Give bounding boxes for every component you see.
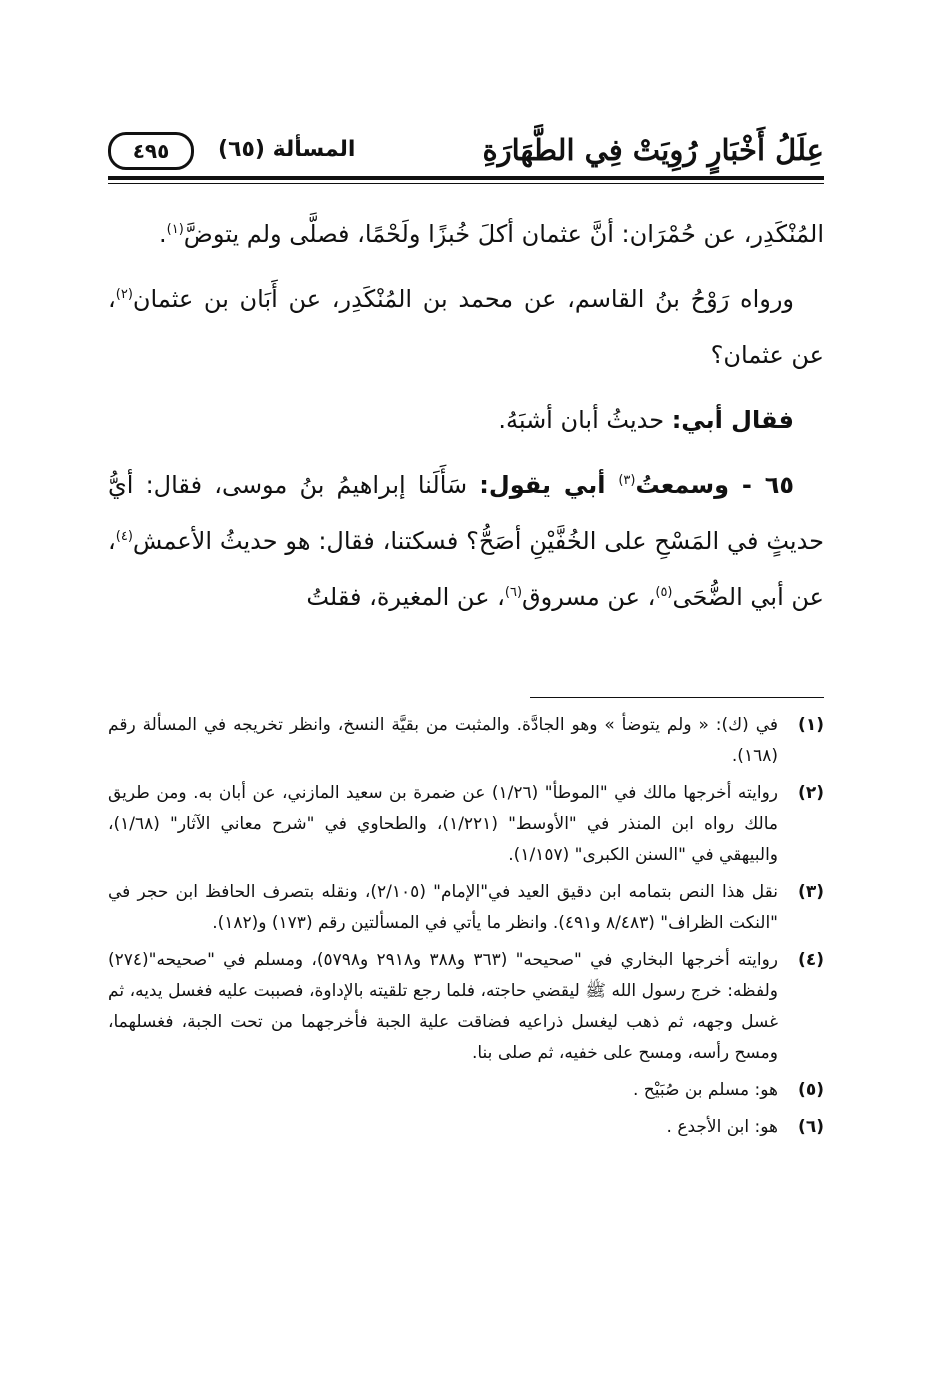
p4-text-c: ، عن مسروق — [522, 583, 656, 611]
p3-text: حديثُ أبان أشبَهُ. — [498, 406, 672, 434]
footnote-number: (١) — [798, 715, 824, 735]
p4-text-b: ، عن أبي الضُّحَى — [108, 527, 824, 611]
p1-tail: . — [159, 220, 167, 248]
p3-bold: فقال أبي: — [671, 406, 794, 434]
footnote-text: روايته أخرجها البخاري في "صحيحه" (٣٦٣ و٣٨٨ و٢٩١٨ و٥٧٩٨)، ومسلم في "صحيحه"(٢٧٤) ولفظه: خرج رسول الله ﷺ ليقضي حاجته، فلما رجع تلقيته بالإداوة، فصببت عليه فغسل يديه، ثم غسل وجهه، ثم ذهب ليغسل ذراعيه فضاقت علية الجبة فأخرجهما من تحت الجبة، فغسلهما، ومسح رأسه، ومسح على خفيه، ثم صلى بنا. — [108, 950, 779, 1063]
p2-text-b: ، عن عثمان؟ — [108, 285, 824, 369]
page-header — [108, 128, 824, 180]
footnotes — [108, 710, 824, 1149]
footnote-text: نقل هذا النص بتمامه ابن دقيق العيد في"الإمام" (٢/١٠٥)، ونقله بتصرف الحافظ ابن حجر في "النكت الظراف" (٨/٤٨٣ و٤٩١). وانظر ما يأتي في المسألتين رقم (١٧٣) و(١٨٢). — [108, 882, 778, 933]
footnote-5 — [108, 1075, 824, 1106]
footnote-number: (٣) — [798, 882, 824, 902]
paragraph-2 — [108, 271, 824, 383]
p4-text-a: سَأَلَنا إبراهيمُ بنُ موسى، فقال: أيُّ حديثٍ في المَسْحِ على الخُفَّيْنِ أصَحُّ؟ فسكتنا، فقال: هو حديثُ الأعمش — [108, 471, 824, 555]
paragraph-4 — [108, 457, 824, 625]
footnote-ref-6: (٦) — [504, 585, 523, 600]
footnote-ref-5: (٥) — [655, 585, 673, 600]
footnote-2 — [108, 778, 824, 871]
footnote-number: (٤) — [798, 950, 824, 970]
footnote-separator — [530, 697, 824, 698]
p1-text: المُنْكَدِر، عن حُمْرَان: أنَّ عثمان أكلَ خُبزًا ولَحْمًا، فصلَّى ولم يتوضَّ — [183, 220, 824, 248]
footnote-text: روايته أخرجها مالك في "الموطأ" (١/٢٦) عن ضمرة بن سعيد المازني، عن أبان به. ومن طريق مالك رواه ابن المنذر في "الأوسط" (١/٢٢١)، والطحاوي في "شرح معاني الآثار" (١/٦٨)، والبيهقي في "السنن الكبرى" (١/١٥٧). — [108, 783, 778, 865]
footnote-number: (٦) — [798, 1117, 824, 1137]
footnote-number: (٢) — [798, 783, 824, 803]
p4-text-d: ، عن المغيرة، فقلتُ — [306, 583, 505, 611]
header-rule-thin — [108, 183, 824, 184]
footnote-number: (٥) — [798, 1080, 824, 1100]
header-rule-thick — [108, 176, 824, 180]
book-title: عِلَلُ أَخْبَارٍ رُوِيَتْ فِي الطَّهَارَةِ — [482, 133, 824, 167]
footnote-ref-1: (١) — [166, 222, 184, 237]
footnote-ref-2: (٢) — [115, 287, 133, 302]
footnote-text: في (ك): « ولم يتوضأ » وهو الجادَّة. والمثبت من بقيَّة النسخ، وانظر تخريجه في المسألة رقم (١٦٨). — [108, 715, 778, 766]
footnote-6 — [108, 1112, 824, 1143]
main-text — [108, 206, 824, 634]
p4-bold: أبي يقول: — [479, 471, 619, 499]
footnote-3 — [108, 877, 824, 939]
p2-text-a: ورواه رَوْحُ بنُ القاسم، عن محمد بن المُنْكَدِر، عن أَبَان بن عثمان — [132, 285, 794, 313]
footnote-ref-4: (٤) — [115, 529, 133, 544]
footnote-text: هو: مسلم بن صُبَيْح . — [632, 1080, 778, 1100]
issue-label: المسألة (٦٥) — [218, 137, 356, 162]
paragraph-1 — [108, 206, 824, 262]
paragraph-3 — [108, 392, 824, 448]
issue-number: ٦٥ - وسمعتُ — [635, 471, 795, 499]
footnote-text: هو: ابن الأجدع . — [666, 1117, 778, 1137]
footnote-ref-3: (٣) — [618, 473, 636, 488]
footnote-1 — [108, 710, 824, 772]
footnote-4 — [108, 945, 824, 1069]
page-number-badge: ٤٩٥ — [108, 132, 194, 170]
